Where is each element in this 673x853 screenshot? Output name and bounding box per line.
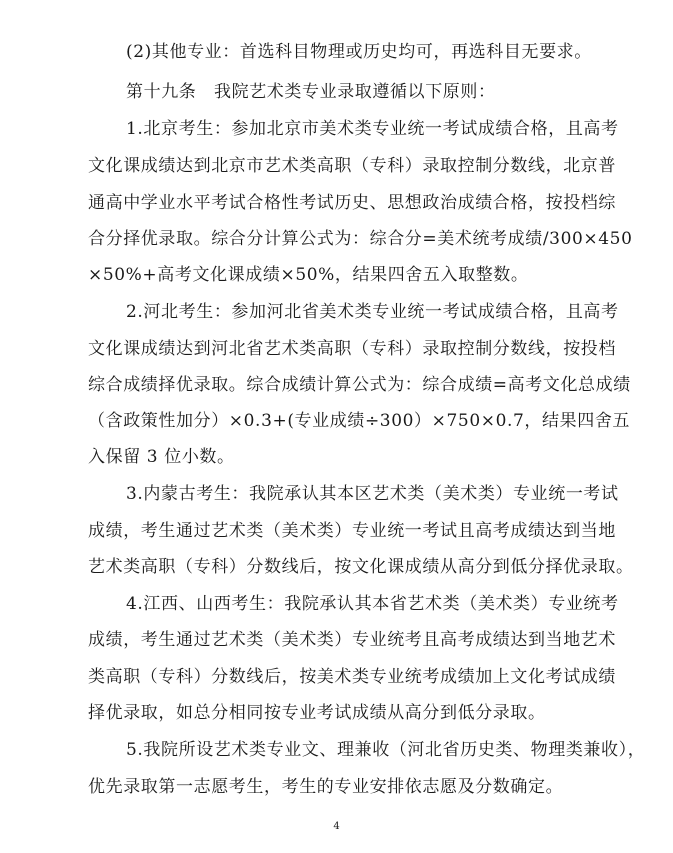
paragraph-line: 1.北京考生：参加北京市美术类专业统一考试成绩合格，且高考	[126, 119, 619, 139]
paragraph-line: 择优录取，如总分相同按专业考试成绩从高分到低分录取。	[88, 703, 546, 723]
paragraph-line: 成绩，考生通过艺术类（美术类）专业统一考试且高考成绩达到当地	[88, 521, 616, 541]
paragraph-line: 2.河北考生：参加河北省美术类专业统一考试成绩合格，且高考	[126, 302, 619, 322]
paragraph-line: ×50%+高考文化课成绩×50%，结果四舍五入取整数。	[88, 265, 529, 285]
paragraph-line: 通高中学业水平考试合格性考试历史、思想政治成绩合格，按投档综	[88, 193, 616, 213]
article-heading: 第十九条 我院艺术类专业录取遵循以下原则：	[126, 82, 496, 102]
paragraph-line: 综合成绩择优录取。综合成绩计算公式为：综合成绩=高考文化总成绩	[88, 375, 631, 395]
paragraph-line: 文化课成绩达到北京市艺术类高职（专科）录取控制分数线，北京普	[88, 156, 616, 176]
paragraph-line: 艺术类高职（专科）分数线后，按文化课成绩从高分到低分择优录取。	[88, 557, 634, 577]
paragraph-line: 优先录取第一志愿考生，考生的专业安排依志愿及分数确定。	[88, 777, 564, 797]
paragraph-line: 文化课成绩达到河北省艺术类高职（专科）录取控制分数线，按投档	[88, 339, 616, 359]
paragraph-line: 类高职（专科）分数线后，按美术类专业统考成绩加上文化考试成绩	[88, 667, 616, 687]
page-number: 4	[333, 821, 340, 832]
paragraph-line: 入保留 3 位小数。	[88, 447, 235, 467]
paragraph-line: 成绩，考生通过艺术类（美术类）专业统考且高考成绩达到当地艺术	[88, 630, 616, 650]
paragraph-line: （含政策性加分）×0.3+(专业成绩÷300）×750×0.7，结果四舍五	[88, 411, 631, 431]
paragraph-line: (2)其他专业：首选科目物理或历史均可，再选科目无要求。	[126, 42, 592, 62]
paragraph-line: 5.我院所设艺术类专业文、理兼收（河北省历史类、物理类兼收），	[126, 740, 646, 760]
paragraph-line: 3.内蒙古考生：我院承认其本区艺术类（美术类）专业统一考试	[126, 484, 619, 504]
paragraph-line: 4.江西、山西考生：我院承认其本省艺术类（美术类）专业统考	[126, 594, 619, 614]
paragraph-line: 合分择优录取。综合分计算公式为：综合分=美术统考成绩/300×450	[88, 229, 633, 249]
